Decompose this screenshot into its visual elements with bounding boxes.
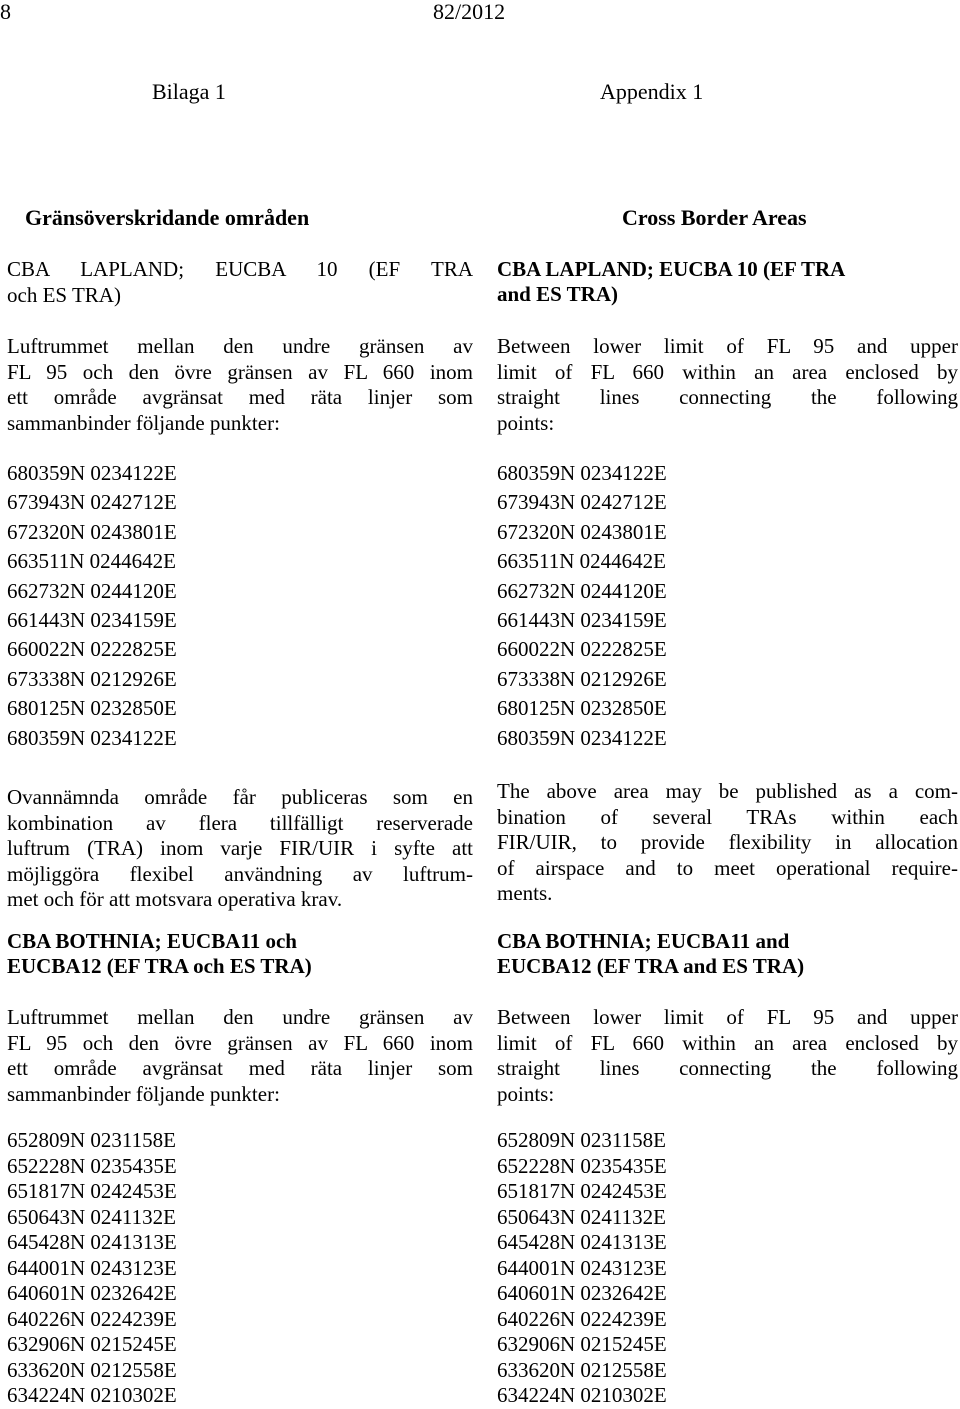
coordinate-point: 632906N 0215245E xyxy=(7,1332,177,1356)
coordinate-point: 652228N 0235435E xyxy=(7,1153,177,1178)
coordinate-point: 680125N 0232850E xyxy=(7,696,177,721)
paragraph-line: luftrum (TRA) inom varje FIR/UIR i syfte att xyxy=(7,836,473,860)
paragraph-line: ments. xyxy=(497,881,553,905)
paragraph-line: straight lines connecting the following xyxy=(497,1056,958,1080)
coordinate-point: 634224N 0210302E xyxy=(497,1383,667,1407)
paragraph-line: bination of several TRAs within each xyxy=(497,804,958,829)
coordinate-point: 645428N 0241313E xyxy=(7,1230,177,1254)
coordinate-point: 644001N 0243123E xyxy=(497,1255,667,1280)
coordinate-point: 651817N 0242453E xyxy=(497,1179,667,1203)
paragraph-line: limit of FL 660 within an area enclosed by xyxy=(497,359,958,384)
heading-line: CBA LAPLAND; EUCBA 10 (EF TRA xyxy=(7,257,473,281)
english-title: Cross Border Areas xyxy=(622,205,807,230)
heading-line: EUCBA12 (EF TRA och ES TRA) xyxy=(7,954,312,978)
paragraph-line: möjliggöra flexibel användning av luftrum- xyxy=(7,861,473,886)
coordinate-point: 652809N 0231158E xyxy=(7,1128,176,1152)
paragraph-line: kombination av flera tillfälligt reserverade xyxy=(7,810,473,835)
coordinate-point: 652809N 0231158E xyxy=(497,1128,666,1152)
heading-line: EUCBA12 (EF TRA and ES TRA) xyxy=(497,954,805,978)
paragraph-line: met och för att motsvara operativa krav. xyxy=(7,887,343,911)
coordinate-point: 680359N 0234122E xyxy=(7,725,177,750)
swedish-title: Gränsöverskridande områden xyxy=(25,205,310,230)
paragraph-line: FIR/UIR, to provide flexibility in allocation xyxy=(497,830,958,854)
coordinate-point: 651817N 0242453E xyxy=(7,1179,177,1203)
appendix-label-english: Appendix 1 xyxy=(600,79,704,104)
coordinate-point: 661443N 0234159E xyxy=(497,608,667,633)
paragraph-line: Luftrummet mellan den undre gränsen av xyxy=(7,334,473,358)
coordinate-point: 680359N 0234122E xyxy=(497,725,667,750)
paragraph-line: sammanbinder följande punkter: xyxy=(7,1081,280,1106)
coordinate-point: 634224N 0210302E xyxy=(7,1383,177,1407)
paragraph-line: FL 95 och den övre gränsen av FL 660 inom xyxy=(7,359,473,384)
swedish-section1-note xyxy=(7,785,473,913)
appendix-label-swedish: Bilaga 1 xyxy=(152,79,226,104)
paragraph-line: points: xyxy=(497,1081,555,1106)
english-section2-points xyxy=(497,1128,960,1409)
paragraph-line: limit of FL 660 within an area enclosed by xyxy=(497,1030,958,1055)
paragraph-line: FL 95 och den övre gränsen av FL 660 inom xyxy=(7,1030,473,1055)
coordinate-point: 680359N 0234122E xyxy=(7,461,177,485)
heading-line: and ES TRA) xyxy=(497,282,618,306)
coordinate-point: 661443N 0234159E xyxy=(7,608,177,633)
coordinate-point: 644001N 0243123E xyxy=(7,1255,177,1280)
paragraph-line: Between lower limit of FL 95 and upper xyxy=(497,1005,958,1029)
english-section2-intro xyxy=(497,1005,958,1107)
coordinate-point: 640226N 0224239E xyxy=(7,1306,177,1331)
paragraph-line: Ovannämnda område får publiceras som en xyxy=(7,785,473,809)
coordinate-point: 650643N 0241132E xyxy=(497,1204,666,1229)
issue-number: 82/2012 xyxy=(433,0,506,24)
coordinate-point: 663511N 0244642E xyxy=(497,549,666,574)
coordinate-point: 673338N 0212926E xyxy=(497,666,667,691)
coordinate-point: 660022N 0222825E xyxy=(497,637,667,662)
coordinate-point: 673943N 0242712E xyxy=(7,490,177,515)
coordinate-point: 645428N 0241313E xyxy=(497,1230,667,1254)
coordinate-point: 662732N 0244120E xyxy=(497,578,667,603)
coordinate-point: 662732N 0244120E xyxy=(7,578,177,603)
swedish-section2-heading xyxy=(7,929,473,979)
english-section1-heading xyxy=(497,257,960,307)
coordinate-point: 632906N 0215245E xyxy=(497,1332,667,1356)
paragraph-line: ett område avgränsat med räta linjer som xyxy=(7,1056,473,1080)
paragraph-line: sammanbinder följande punkter: xyxy=(7,410,280,435)
swedish-section1-intro xyxy=(7,334,473,436)
heading-line: CBA BOTHNIA; EUCBA11 and xyxy=(497,929,790,953)
paragraph-line: points: xyxy=(497,410,555,435)
heading-line: CBA BOTHNIA; EUCBA11 och xyxy=(7,929,297,953)
paragraph-line: straight lines connecting the following xyxy=(497,385,958,409)
coordinate-point: 663511N 0244642E xyxy=(7,549,176,574)
swedish-section1-points xyxy=(7,459,473,753)
swedish-section2-intro xyxy=(7,1005,473,1107)
coordinate-point: 672320N 0243801E xyxy=(7,519,177,544)
coordinate-point: 633620N 0212558E xyxy=(497,1357,667,1382)
paragraph-line: Between lower limit of FL 95 and upper xyxy=(497,334,958,358)
swedish-section2-points xyxy=(7,1128,473,1409)
english-section1-note xyxy=(497,779,958,907)
coordinate-point: 672320N 0243801E xyxy=(497,519,667,544)
coordinate-point: 680359N 0234122E xyxy=(497,461,667,485)
paragraph-line: The above area may be published as a com- xyxy=(497,779,958,803)
coordinate-point: 650643N 0241132E xyxy=(7,1204,176,1229)
coordinate-point: 652228N 0235435E xyxy=(497,1153,667,1178)
coordinate-point: 640601N 0232642E xyxy=(497,1281,667,1305)
paragraph-line: Luftrummet mellan den undre gränsen av xyxy=(7,1005,473,1029)
coordinate-point: 640601N 0232642E xyxy=(7,1281,177,1305)
english-section2-heading xyxy=(497,929,960,979)
english-section1-intro xyxy=(497,334,958,436)
swedish-section1-heading xyxy=(7,257,473,308)
coordinate-point: 673338N 0212926E xyxy=(7,666,177,691)
paragraph-line: of airspace and to meet operational require- xyxy=(497,855,958,880)
coordinate-point: 640226N 0224239E xyxy=(497,1306,667,1331)
english-section1-points xyxy=(497,459,960,753)
coordinate-point: 633620N 0212558E xyxy=(7,1357,177,1382)
coordinate-point: 680125N 0232850E xyxy=(497,696,667,721)
heading-line: och ES TRA) xyxy=(7,282,121,307)
coordinate-point: 673943N 0242712E xyxy=(497,490,667,515)
coordinate-point: 660022N 0222825E xyxy=(7,637,177,662)
page-number: 8 xyxy=(0,0,11,24)
heading-line: CBA LAPLAND; EUCBA 10 (EF TRA xyxy=(497,257,846,281)
paragraph-line: ett område avgränsat med räta linjer som xyxy=(7,385,473,409)
